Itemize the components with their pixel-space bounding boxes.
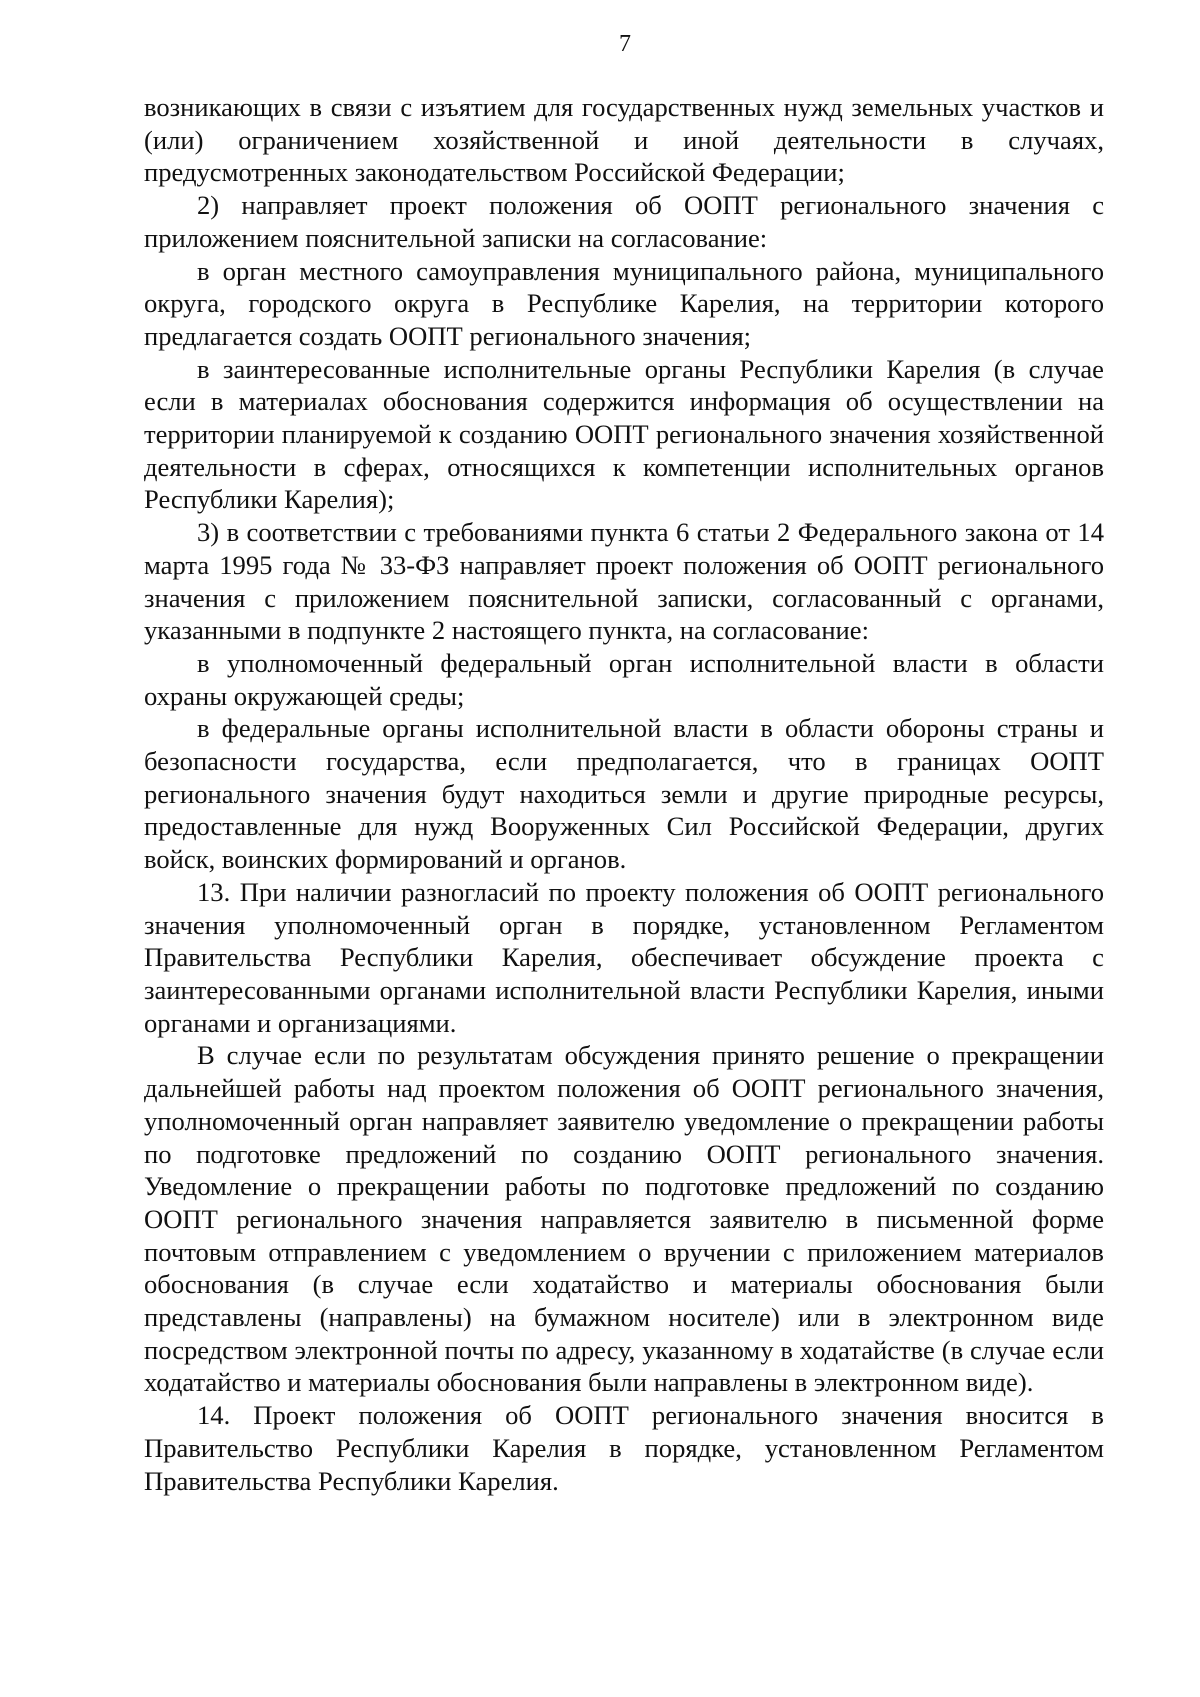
paragraph-termination-notice: В случае если по результатам обсуждения принято решение о прекращении дальнейшей работы над проектом положения об ООПТ регионального значения, уполномоченный орган направляет заявителю уведомление о прекращении работы по подготовке предложений по созданию ООПТ регионального значения. Уведомление о прекращении работы по подготовке предложений по созданию ООПТ регионального значения направляется заявителю в письменной форме почтовым отправлением с уведомлением о вручении с приложением материалов обоснования (в случае если ходатайство и материалы обоснования были представлены (направлены) на бумажном носителе) или в электронном виде посредством электронной почты по адресу, указанному в ходатайстве (в случае если ходатайство и материалы обоснования были направлены в электронном виде).	[144, 1040, 1104, 1398]
paragraph-federal-environment: в уполномоченный федеральный орган исполнительной власти в области охраны окружающей среды;	[144, 647, 1104, 711]
paragraph-continuation: возникающих в связи с изъятием для государственных нужд земельных участков и (или) ограничением хозяйственной и иной деятельности в случаях, предусмотренных законодательством Российской Федерации;	[144, 92, 1104, 188]
paragraph-item-3: 3) в соответствии с требованиями пункта 6 статьи 2 Федерального закона от 14 марта 1995 года № 33-ФЗ направляет проект положения об ООПТ регионального значения с приложением пояснительной записки, согласованный с органами, указанными в подпункте 2 настоящего пункта, на согласование:	[144, 517, 1104, 646]
paragraph-federal-defense: в федеральные органы исполнительной власти в области обороны страны и безопасности государства, если предполагается, что в границах ООПТ регионального значения будут находиться земли и другие природные ресурсы, предоставленные для нужд Вооруженных Сил Российской Федерации, других войск, воинских формирований и органов.	[144, 713, 1104, 875]
paragraph-item-2: 2) направляет проект положения об ООПТ регионального значения с приложением пояснительной записки на согласование:	[144, 190, 1104, 253]
page-number: 7	[619, 31, 631, 57]
paragraph-section-14: 14. Проект положения об ООПТ регионального значения вносится в Правительство Республики Карелия в порядке, установленном Регламентом Правительства Республики Карелия.	[144, 1400, 1104, 1496]
paragraph-section-13: 13. При наличии разногласий по проекту положения об ООПТ регионального значения уполномоченный орган в порядке, установленном Регламентом Правительства Республики Карелия, обеспечивает обсуждение проекта с заинтересованными органами исполнительной власти Республики Карелия, иными органами и организациями.	[144, 876, 1104, 1038]
paragraph-local-government: в орган местного самоуправления муниципального района, муниципального округа, городского округа в Республике Карелия, на территории которого предлагается создать ООПТ регионального значения;	[144, 255, 1104, 351]
document-body	[144, 91, 1104, 1497]
paragraph-executive-bodies: в заинтересованные исполнительные органы Республики Карелия (в случае если в материалах обоснования содержится информация об осуществлении на территории планируемой к созданию ООПТ регионального значения хозяйственной деятельности в сферах, относящихся к компетенции исполнительных органов Республики Карелия);	[144, 353, 1104, 515]
